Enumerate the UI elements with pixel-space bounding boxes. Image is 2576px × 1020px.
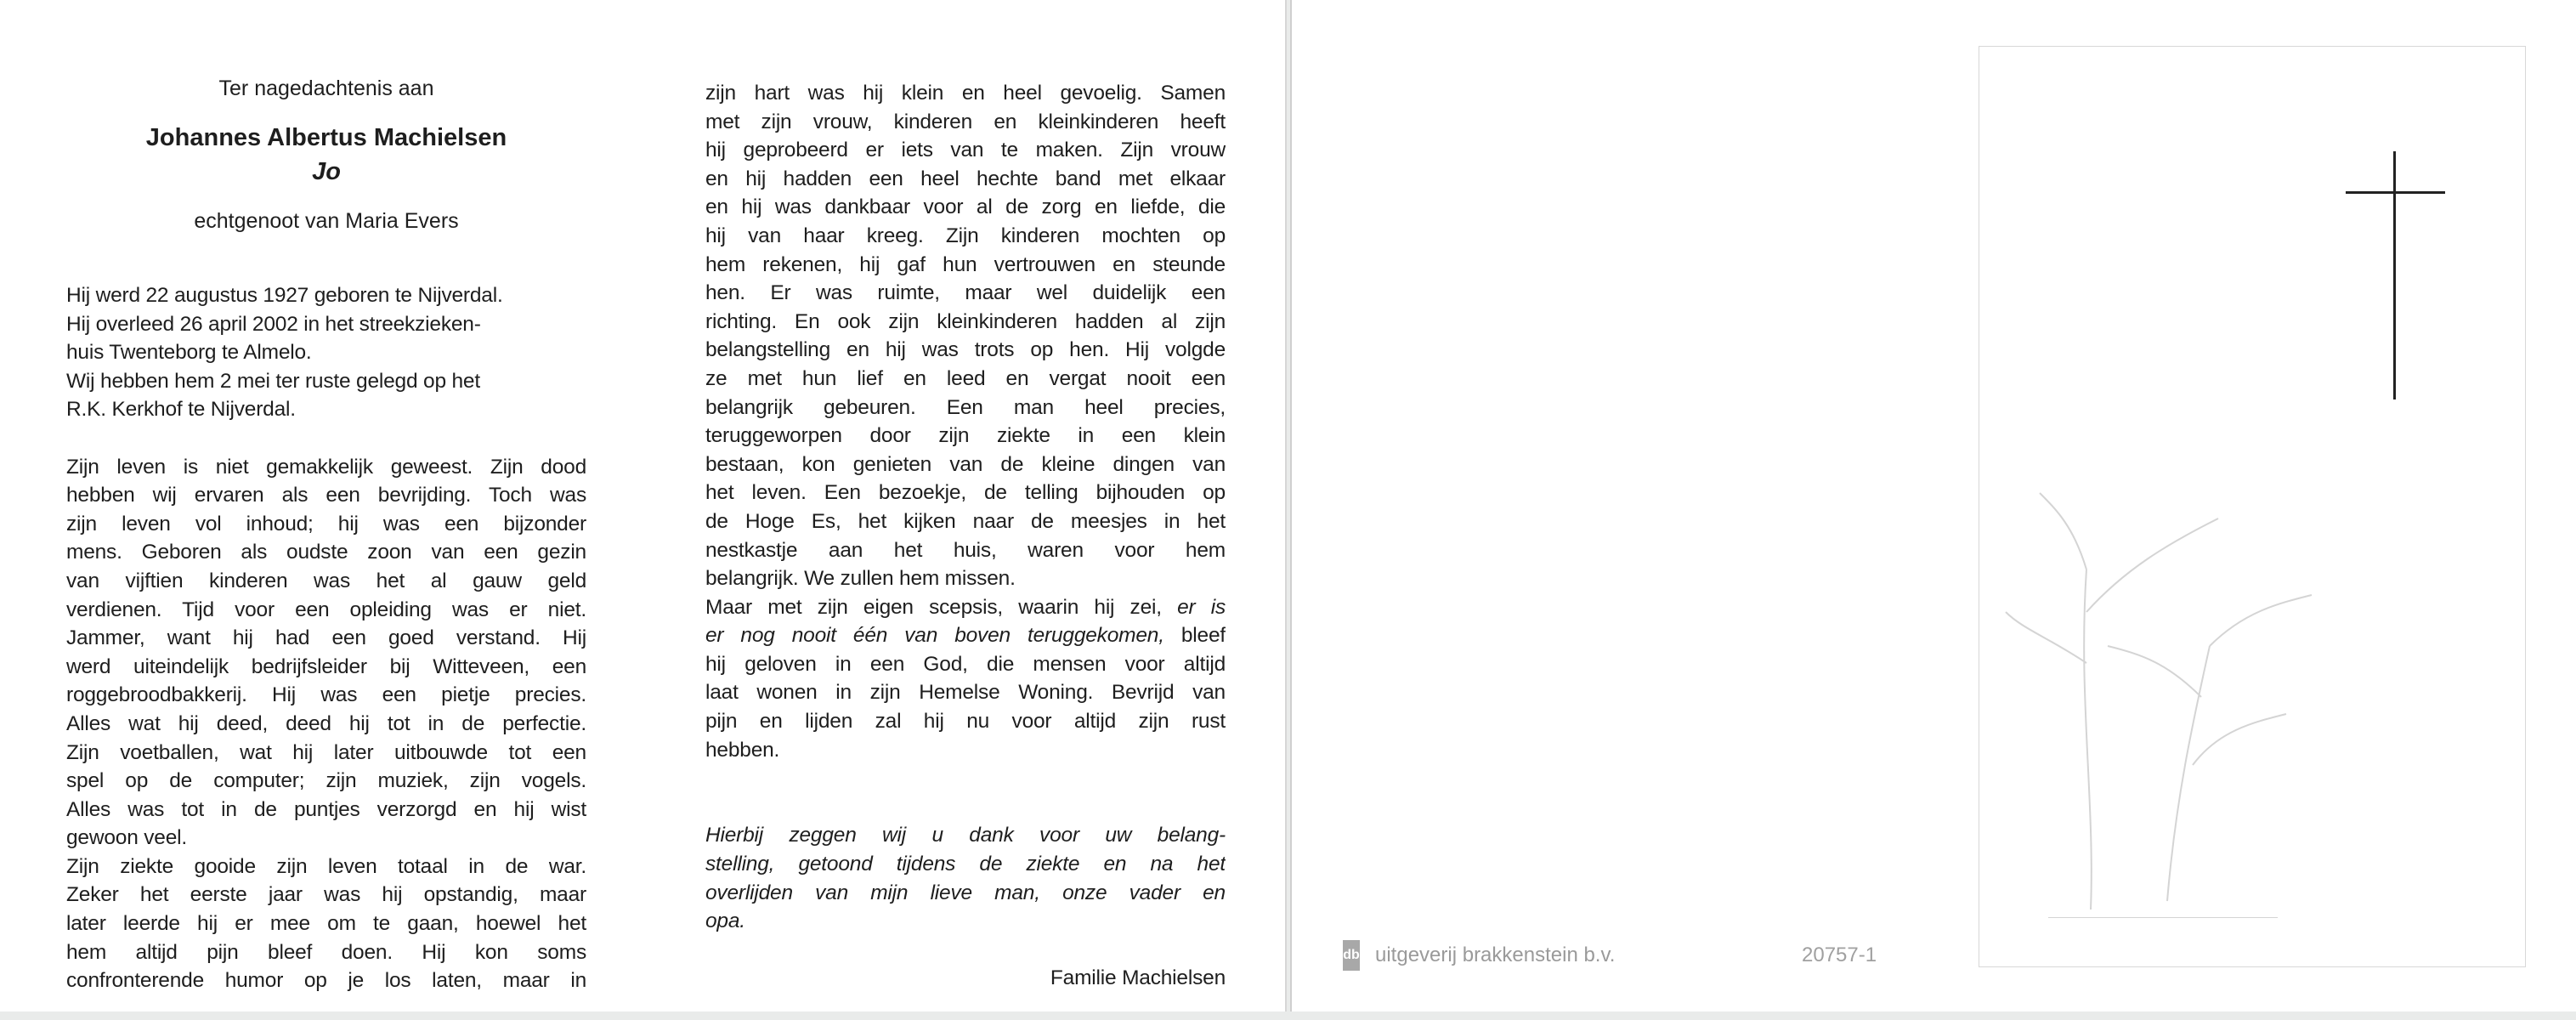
text-line <box>66 281 586 310</box>
line-text: Wij hebben hem 2 mei ter ruste gelegd op het <box>66 369 480 393</box>
line-text: richting. En ook zijn kleinkinderen hadden al zijn <box>705 309 1226 333</box>
text-line <box>66 424 586 453</box>
line-text: en hij was dankbaar voor al de zorg en liefde, die <box>705 196 1226 219</box>
text-line <box>705 365 1226 394</box>
intro-text: Ter nagedachtenis aan <box>218 76 434 100</box>
text-line <box>66 881 586 910</box>
text-line <box>705 764 1226 793</box>
text-line <box>66 624 586 653</box>
italic-text: er nog nooit één van boven teruggekomen, <box>705 624 1164 648</box>
line-text: zijn hart was hij klein en heel gevoelig. Samen <box>705 82 1226 105</box>
text-line <box>705 707 1226 736</box>
text-line <box>66 310 586 339</box>
card-code: 20757-1 <box>1802 944 1877 966</box>
line-text: belangstelling en hij was trots op hen. Hij volgde <box>705 338 1226 362</box>
text-line <box>705 136 1226 165</box>
line-text: gewoon veel. <box>66 826 187 850</box>
text-line <box>66 966 586 995</box>
text-line <box>66 767 586 796</box>
text-line <box>66 596 586 625</box>
text-line <box>66 824 586 853</box>
text-line <box>705 479 1226 507</box>
italic-text: opa. <box>705 910 745 933</box>
line-text: teruggeworpen door zijn ziekte in een klein <box>705 424 1226 448</box>
line-text: hebben wij ervaren als een bevrijding. Toch was <box>66 484 586 507</box>
line-text: zijn leven vol inhoud; hij was een bijzonder <box>66 512 586 536</box>
publisher-imprint <box>1343 940 1615 971</box>
line-text: hebben. <box>705 738 780 762</box>
text-line <box>705 621 1226 650</box>
text-line <box>705 736 1226 765</box>
line-text: Maar met zijn eigen scepsis, waarin hij zei, <box>705 595 1178 619</box>
line-text: nestkastje aan het huis, waren voor hem <box>705 538 1226 562</box>
text-line <box>66 510 586 539</box>
deceased-name: Johannes Albertus Machielsen <box>145 124 507 151</box>
text-line <box>66 338 586 367</box>
line-text: confronterende humor op je los laten, maar in <box>66 969 586 993</box>
text-line <box>705 564 1226 593</box>
text-line <box>66 910 586 938</box>
line-text: hij van haar kreeg. Zijn kinderen mochten op <box>705 224 1226 247</box>
line-text: Hij overleed 26 april 2002 in het streekzieken- <box>66 312 481 336</box>
text-line <box>705 850 1226 879</box>
text-line <box>705 308 1226 337</box>
text-line <box>66 395 586 424</box>
text-line <box>705 251 1226 280</box>
line-text: mens. Geboren als oudste zoon van een gezin <box>66 541 586 564</box>
italic-text: stelling, getoond tijdens de ziekte en na het <box>705 853 1226 876</box>
text-line <box>66 538 586 567</box>
line-text: ze met hun lief en leed en vergat nooit een <box>705 366 1226 390</box>
line-text: roggebroodbakkerij. Hij was een pietje precies. <box>66 683 586 707</box>
text-line <box>705 964 1226 993</box>
text-line <box>705 678 1226 707</box>
text-line <box>705 108 1226 137</box>
line-text: Zijn voetballen, wat hij later uitbouwde tot een <box>66 740 586 764</box>
text-line <box>66 481 586 510</box>
text-line <box>66 681 586 710</box>
text-line <box>66 739 586 768</box>
text-line <box>66 938 586 967</box>
text-line <box>705 793 1226 822</box>
publisher-name: uitgeverij brakkenstein b.v. <box>1375 944 1616 966</box>
text-line <box>705 394 1226 422</box>
italic-text: Hierbij zeggen wij u dank voor uw belang- <box>705 824 1226 847</box>
line-text: Zijn leven is niet gemakkelijk geweest. Zijn dood <box>66 455 586 479</box>
text-line <box>705 193 1226 222</box>
line-text: bestaan, kon genieten van de kleine dingen van <box>705 452 1226 476</box>
text-line <box>705 507 1226 536</box>
italic-text: er is <box>1177 595 1226 619</box>
cross-icon <box>2393 151 2396 400</box>
line-text: het leven. Een bezoekje, de telling bijhouden op <box>705 481 1226 505</box>
line-text: Zijn ziekte gooide zijn leven totaal in de war. <box>66 854 586 878</box>
tree-drawing <box>1997 442 2320 918</box>
line-text: de Hoge Es, het kijken naar de meesjes in het <box>705 509 1226 533</box>
deceased-nickname: Jo <box>312 158 341 185</box>
text-line <box>705 936 1226 965</box>
text-line <box>705 79 1226 108</box>
line-text: werd uiteindelijk bedrijfsleider bij Witteveen, een <box>66 654 586 678</box>
line-text: hij geprobeerd er iets van te maken. Zijn vrouw <box>705 139 1226 162</box>
text-line <box>705 422 1226 450</box>
text-line <box>705 879 1226 908</box>
line-text: R.K. Kerkhof te Nijverdal. <box>66 398 296 422</box>
line-text: pijn en lijden zal hij nu voor altijd zijn rust <box>705 710 1226 734</box>
line-text: bleef <box>1163 624 1226 648</box>
italic-text: overlijden van mijn lieve man, onze vader en <box>705 881 1226 904</box>
text-line <box>705 536 1226 565</box>
cross-icon-bar <box>2346 191 2445 194</box>
text-line <box>705 165 1226 194</box>
line-text: later leerde hij er mee om te gaan, hoewel het <box>66 912 586 936</box>
text-column-left <box>66 281 586 995</box>
line-text: verdienen. Tijd voor een opleiding was er niet. <box>66 598 586 621</box>
line-text: Zeker het eerste jaar was hij opstandig, maar <box>66 883 586 907</box>
text-line <box>66 853 586 881</box>
spouse-text: echtgenoot van Maria Evers <box>194 209 459 233</box>
text-line <box>66 367 586 396</box>
line-text: belangrijk. We zullen hem missen. <box>705 567 1016 591</box>
text-line <box>705 222 1226 251</box>
card-back-page <box>1290 0 2576 1012</box>
line-text: hij geloven in een God, die mensen voor altijd <box>705 652 1226 676</box>
line-text: hen. Er was ruimte, maar wel duidelijk een <box>705 281 1226 305</box>
text-line <box>705 907 1226 936</box>
text-line <box>66 796 586 824</box>
line-text: Hij werd 22 augustus 1927 geboren te Nijverdal. <box>66 284 503 307</box>
text-line <box>705 650 1226 679</box>
publisher-logo: db <box>1343 940 1360 971</box>
line-text: spel op de computer; zijn muziek, zijn vogels. <box>66 769 586 793</box>
text-line <box>705 336 1226 365</box>
line-text: Alles wat hij deed, deed hij tot in de perfectie. <box>66 711 586 735</box>
line-text: Jammer, want hij had een goed verstand. Hij <box>66 626 586 650</box>
line-text: Familie Machielsen <box>1050 966 1226 990</box>
text-line <box>705 593 1226 622</box>
text-line <box>66 710 586 739</box>
line-text: huis Twenteborg te Almelo. <box>66 341 312 365</box>
line-text: van vijftien kinderen was het al gauw geld <box>66 569 586 592</box>
text-column-right <box>705 79 1226 993</box>
text-line <box>705 279 1226 308</box>
text-line <box>705 821 1226 850</box>
line-text: met zijn vrouw, kinderen en kleinkinderen heeft <box>705 110 1226 133</box>
text-line <box>66 453 586 482</box>
text-line <box>66 653 586 682</box>
line-text: Alles was tot in de puntjes verzorgd en hij wist <box>66 797 586 821</box>
text-line <box>66 567 586 596</box>
card-inside-page <box>0 0 1287 1012</box>
line-text: laat wonen in zijn Hemelse Woning. Bevrijd van <box>705 681 1226 705</box>
line-text: en hij hadden een heel hechte band met elkaar <box>705 167 1226 190</box>
line-text: hem rekenen, hij gaf hun vertrouwen en steunde <box>705 252 1226 276</box>
line-text: belangrijk gebeuren. Een man heel precies, <box>705 395 1226 419</box>
text-line <box>705 450 1226 479</box>
line-text: hem altijd pijn bleef doen. Hij kon soms <box>66 940 586 964</box>
